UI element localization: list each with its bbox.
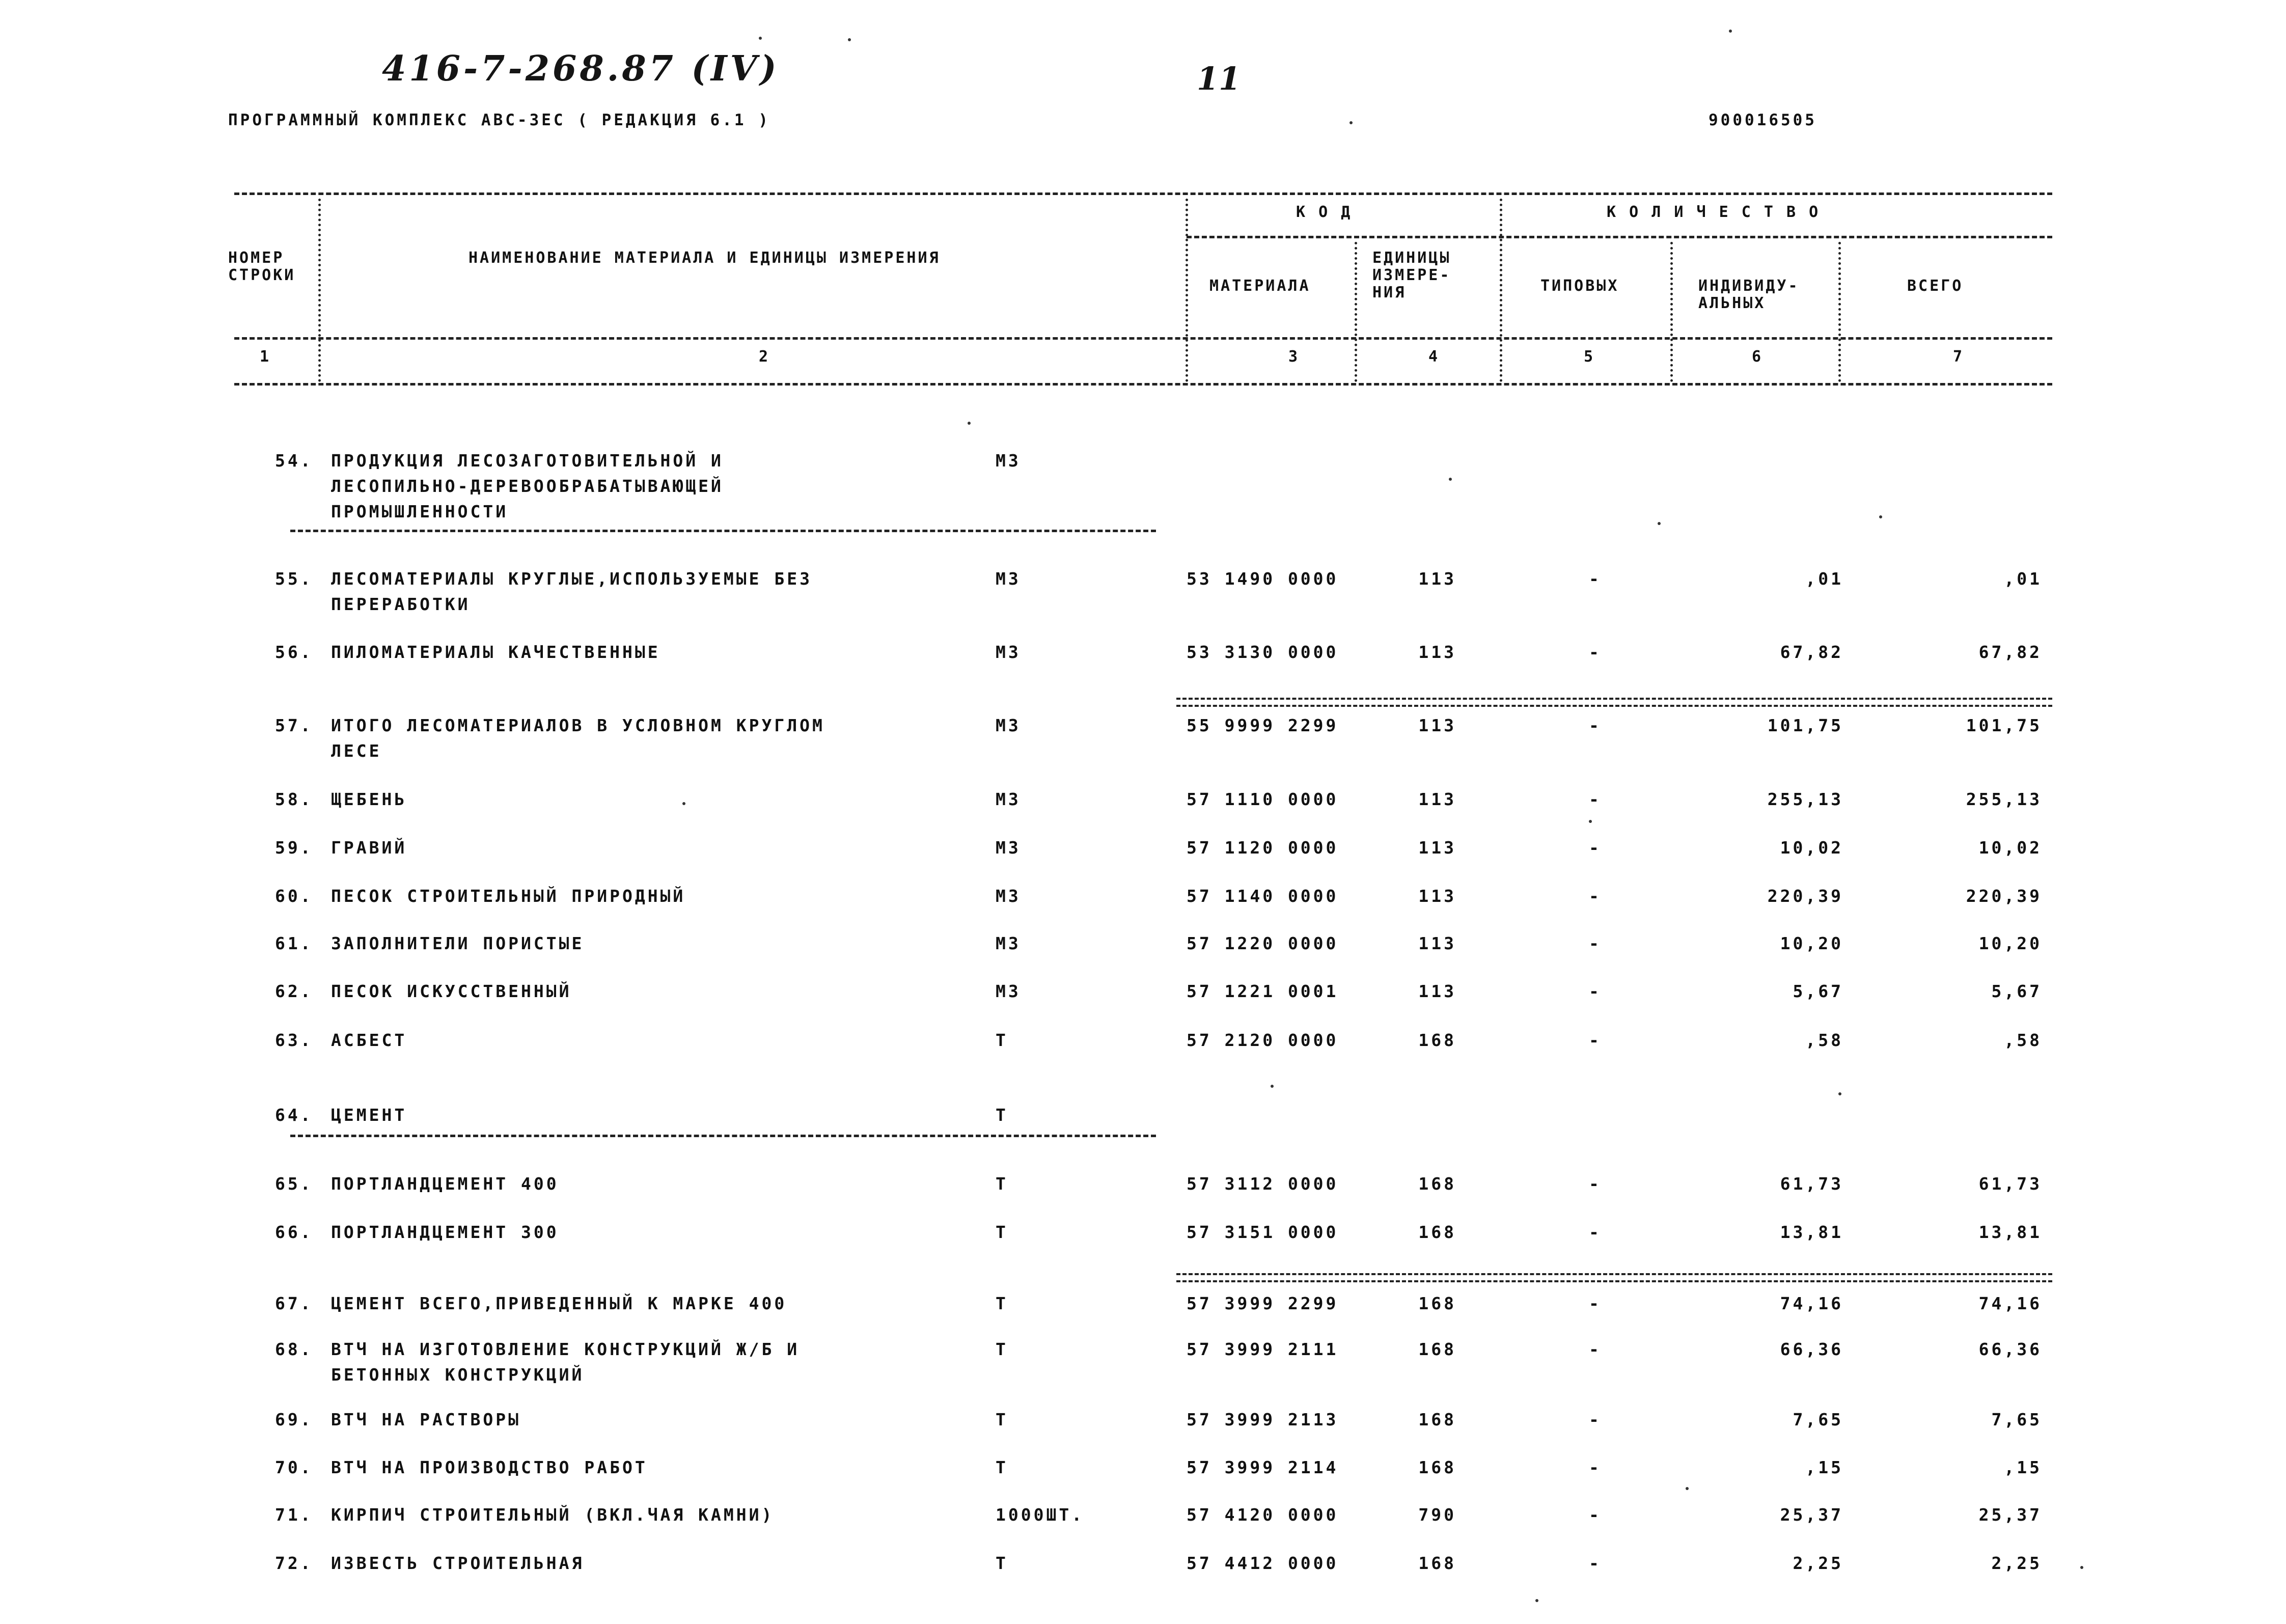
row-material-code: 57 4120 0000 bbox=[1187, 1505, 1339, 1525]
row-individual: ,01 bbox=[1805, 569, 1843, 589]
row-total: 10,02 bbox=[1978, 838, 2042, 858]
row-name: АСБЕСТ bbox=[331, 1030, 407, 1050]
scan-speck bbox=[682, 802, 685, 805]
col-header-individual: ИНДИВИДУ- АЛЬНЫХ bbox=[1698, 277, 1800, 312]
row-total: 66,36 bbox=[1978, 1339, 2042, 1359]
row-total: ,01 bbox=[2004, 569, 2042, 589]
row-unit: 1000ШТ. bbox=[996, 1505, 1085, 1525]
col-number: 6 bbox=[1752, 348, 1764, 366]
row-unit: Т bbox=[996, 1457, 1008, 1477]
row-typical: - bbox=[1589, 1505, 1602, 1525]
row-unit: М3 bbox=[996, 789, 1021, 809]
scan-speck bbox=[1535, 1599, 1538, 1602]
row-material-code: 57 3151 0000 bbox=[1187, 1222, 1339, 1242]
program-title: ПРОГРАММНЫЙ КОМПЛЕКС АВС-3ЕС ( РЕДАКЦИЯ 6.1 ) bbox=[228, 111, 770, 129]
group-separator bbox=[290, 530, 1156, 532]
row-total: 5,67 bbox=[1991, 981, 2042, 1001]
row-total: 7,65 bbox=[1991, 1410, 2042, 1429]
row-individual: 25,37 bbox=[1780, 1505, 1843, 1525]
row-unit-code: 168 bbox=[1418, 1339, 1456, 1359]
row-material-code: 57 3999 2111 bbox=[1187, 1339, 1339, 1359]
row-total: 13,81 bbox=[1978, 1222, 2042, 1242]
header-sub-rule bbox=[1187, 236, 2052, 238]
row-material-code: 55 9999 2299 bbox=[1187, 715, 1339, 735]
row-typical: - bbox=[1589, 1174, 1602, 1194]
row-unit: Т bbox=[996, 1222, 1008, 1242]
row-total: 61,73 bbox=[1978, 1174, 2042, 1194]
row-name: ПЕСОК ИСКУССТВЕННЫЙ bbox=[331, 981, 572, 1001]
handwritten-page-number: 11 bbox=[1197, 60, 1241, 97]
doc-number-suffix: (IV) bbox=[691, 48, 780, 89]
row-unit-code: 168 bbox=[1418, 1222, 1456, 1242]
row-unit: Т bbox=[996, 1105, 1008, 1125]
row-number: 72. bbox=[275, 1553, 313, 1573]
row-total: 25,37 bbox=[1978, 1505, 2042, 1525]
col-divider bbox=[1186, 199, 1188, 382]
header-mid-rule bbox=[234, 337, 2052, 340]
row-name: ИТОГО ЛЕСОМАТЕРИАЛОВ В УСЛОВНОМ КРУГЛОМ ЛЕСЕ bbox=[331, 715, 825, 761]
scan-speck bbox=[1449, 478, 1452, 481]
row-number: 58. bbox=[275, 789, 313, 809]
row-number: 62. bbox=[275, 981, 313, 1001]
row-number: 55. bbox=[275, 569, 313, 589]
row-number: 67. bbox=[275, 1293, 313, 1313]
total-separator bbox=[1176, 698, 2052, 707]
scan-speck bbox=[1729, 30, 1732, 33]
row-name: КИРПИЧ СТРОИТЕЛЬНЫЙ (ВКЛ.ЧАЯ КАМНИ) bbox=[331, 1505, 775, 1525]
row-typical: - bbox=[1589, 1457, 1602, 1477]
row-individual: 67,82 bbox=[1780, 642, 1843, 662]
col-number: 5 bbox=[1584, 348, 1595, 366]
col-divider bbox=[1355, 242, 1357, 382]
row-number: 70. bbox=[275, 1457, 313, 1477]
row-individual: 255,13 bbox=[1767, 789, 1843, 809]
row-typical: - bbox=[1589, 1553, 1602, 1573]
row-individual: 5,67 bbox=[1793, 981, 1843, 1001]
row-typical: - bbox=[1589, 886, 1602, 906]
row-typical: - bbox=[1589, 838, 1602, 858]
row-name: ПЕСОК СТРОИТЕЛЬНЫЙ ПРИРОДНЫЙ bbox=[331, 886, 686, 906]
scan-speck bbox=[1589, 820, 1592, 823]
row-unit: Т bbox=[996, 1410, 1008, 1429]
row-total: 67,82 bbox=[1978, 642, 2042, 662]
row-name: ЛЕСОМАТЕРИАЛЫ КРУГЛЫЕ,ИСПОЛЬЗУЕМЫЕ БЕЗ ПЕРЕРАБОТКИ bbox=[331, 569, 812, 614]
row-individual: 74,16 bbox=[1780, 1293, 1843, 1313]
col-header-total: ВСЕГО bbox=[1907, 277, 1964, 295]
row-unit: М3 bbox=[996, 642, 1021, 662]
row-name: ЩЕБЕНЬ bbox=[331, 789, 407, 809]
col-divider bbox=[1500, 199, 1502, 382]
row-name: ВТЧ НА ПРОИЗВОДСТВО РАБОТ bbox=[331, 1457, 648, 1477]
row-unit: М3 bbox=[996, 451, 1021, 471]
row-individual: 7,65 bbox=[1793, 1410, 1843, 1429]
row-unit: Т bbox=[996, 1030, 1008, 1050]
row-typical: - bbox=[1589, 933, 1602, 953]
row-unit-code: 113 bbox=[1418, 933, 1456, 953]
col-header-code-group: К О Д bbox=[1296, 203, 1353, 221]
row-total: 10,20 bbox=[1978, 933, 2042, 953]
col-header-qty-group: К О Л И Ч Е С Т В О bbox=[1607, 203, 1821, 221]
row-number: 56. bbox=[275, 642, 313, 662]
row-total: 255,13 bbox=[1966, 789, 2042, 809]
row-individual: 13,81 bbox=[1780, 1222, 1843, 1242]
col-header-material: МАТЕРИАЛА bbox=[1209, 277, 1311, 295]
row-total: 101,75 bbox=[1966, 715, 2042, 735]
scan-speck bbox=[968, 422, 971, 425]
col-number: 3 bbox=[1288, 348, 1300, 366]
scan-speck bbox=[1271, 1085, 1274, 1088]
row-total: ,15 bbox=[2004, 1457, 2042, 1477]
col-header-name: НАИМЕНОВАНИЕ МАТЕРИАЛА И ЕДИНИЦЫ ИЗМЕРЕНИЯ bbox=[469, 249, 941, 267]
row-number: 59. bbox=[275, 838, 313, 858]
scan-speck bbox=[1686, 1487, 1689, 1490]
row-number: 69. bbox=[275, 1410, 313, 1429]
row-number: 57. bbox=[275, 715, 313, 735]
scan-speck bbox=[848, 38, 851, 41]
row-number: 65. bbox=[275, 1174, 313, 1194]
row-typical: - bbox=[1589, 642, 1602, 662]
row-typical: - bbox=[1589, 569, 1602, 589]
row-total: 220,39 bbox=[1966, 886, 2042, 906]
scan-speck bbox=[1879, 515, 1882, 518]
row-unit: М3 bbox=[996, 886, 1021, 906]
col-divider bbox=[318, 199, 321, 382]
row-number: 54. bbox=[275, 451, 313, 471]
row-unit-code: 113 bbox=[1418, 715, 1456, 735]
group-separator bbox=[290, 1135, 1156, 1137]
row-material-code: 57 1220 0000 bbox=[1187, 933, 1339, 953]
row-individual: ,58 bbox=[1805, 1030, 1843, 1050]
col-header-unit: ЕДИНИЦЫ ИЗМЕРЕ- НИЯ bbox=[1372, 249, 1451, 301]
row-individual: 2,25 bbox=[1793, 1553, 1843, 1573]
row-name: ПРОДУКЦИЯ ЛЕСОЗАГОТОВИТЕЛЬНОЙ И ЛЕСОПИЛЬНО-ДЕРЕВООБРАБАТЫВАЮЩЕЙ ПРОМЫШЛЕННОСТИ bbox=[331, 451, 724, 521]
row-material-code: 57 3999 2114 bbox=[1187, 1457, 1339, 1477]
row-unit-code: 168 bbox=[1418, 1174, 1456, 1194]
row-number: 64. bbox=[275, 1105, 313, 1125]
row-name: ВТЧ НА РАСТВОРЫ bbox=[331, 1410, 521, 1429]
row-name: ЗАПОЛНИТЕЛИ ПОРИСТЫЕ bbox=[331, 933, 585, 953]
row-material-code: 57 3999 2299 bbox=[1187, 1293, 1339, 1313]
row-total: 2,25 bbox=[1991, 1553, 2042, 1573]
table-top-rule bbox=[234, 192, 2052, 195]
row-material-code: 57 4412 0000 bbox=[1187, 1553, 1339, 1573]
row-unit-code: 113 bbox=[1418, 789, 1456, 809]
row-material-code: 57 1221 0001 bbox=[1187, 981, 1339, 1001]
total-separator bbox=[1176, 1273, 2052, 1282]
row-name: ПИЛОМАТЕРИАЛЫ КАЧЕСТВЕННЫЕ bbox=[331, 642, 660, 662]
row-individual: 61,73 bbox=[1780, 1174, 1843, 1194]
row-name: ВТЧ НА ИЗГОТОВЛЕНИЕ КОНСТРУКЦИЙ Ж/Б И БЕТОННЫХ КОНСТРУКЦИЙ bbox=[331, 1339, 800, 1385]
row-total: 74,16 bbox=[1978, 1293, 2042, 1313]
row-material-code: 57 1140 0000 bbox=[1187, 886, 1339, 906]
row-name: ИЗВЕСТЬ СТРОИТЕЛЬНАЯ bbox=[331, 1553, 585, 1573]
row-typical: - bbox=[1589, 789, 1602, 809]
scan-speck bbox=[759, 37, 762, 40]
col-number: 1 bbox=[260, 348, 271, 366]
row-unit-code: 168 bbox=[1418, 1293, 1456, 1313]
row-material-code: 57 1120 0000 bbox=[1187, 838, 1339, 858]
col-header-typical: ТИПОВЫХ bbox=[1540, 277, 1619, 295]
row-unit: М3 bbox=[996, 933, 1021, 953]
row-material-code: 57 3999 2113 bbox=[1187, 1410, 1339, 1429]
row-unit: Т bbox=[996, 1174, 1008, 1194]
scan-speck bbox=[2080, 1566, 2083, 1569]
row-unit-code: 790 bbox=[1418, 1505, 1456, 1525]
row-unit: Т bbox=[996, 1553, 1008, 1573]
row-total: ,58 bbox=[2004, 1030, 2042, 1050]
col-divider bbox=[1670, 242, 1673, 382]
row-unit: М3 bbox=[996, 838, 1021, 858]
row-unit-code: 113 bbox=[1418, 981, 1456, 1001]
col-header-row-no: НОМЕР СТРОКИ bbox=[228, 249, 296, 284]
row-typical: - bbox=[1589, 715, 1602, 735]
row-individual: ,15 bbox=[1805, 1457, 1843, 1477]
document-code: 900016505 bbox=[1709, 111, 1817, 129]
doc-number: 416-7-268.87 bbox=[382, 48, 676, 89]
row-number: 60. bbox=[275, 886, 313, 906]
row-number: 63. bbox=[275, 1030, 313, 1050]
row-name: ПОРТЛАНДЦЕМЕНТ 300 bbox=[331, 1222, 559, 1242]
handwritten-doc-number bbox=[382, 48, 780, 89]
row-individual: 101,75 bbox=[1767, 715, 1843, 735]
row-name: ГРАВИЙ bbox=[331, 838, 407, 858]
row-unit: Т bbox=[996, 1293, 1008, 1313]
col-divider bbox=[1838, 242, 1841, 382]
row-unit-code: 113 bbox=[1418, 642, 1456, 662]
row-name: ЦЕМЕНТ bbox=[331, 1105, 407, 1125]
row-number: 71. bbox=[275, 1505, 313, 1525]
col-number: 4 bbox=[1428, 348, 1440, 366]
row-unit-code: 168 bbox=[1418, 1030, 1456, 1050]
row-number: 68. bbox=[275, 1339, 313, 1359]
row-material-code: 53 3130 0000 bbox=[1187, 642, 1339, 662]
row-material-code: 57 2120 0000 bbox=[1187, 1030, 1339, 1050]
col-number: 7 bbox=[1953, 348, 1965, 366]
row-unit-code: 168 bbox=[1418, 1410, 1456, 1429]
row-material-code: 53 1490 0000 bbox=[1187, 569, 1339, 589]
header-bottom-rule bbox=[234, 383, 2052, 386]
row-material-code: 57 1110 0000 bbox=[1187, 789, 1339, 809]
row-typical: - bbox=[1589, 1222, 1602, 1242]
row-material-code: 57 3112 0000 bbox=[1187, 1174, 1339, 1194]
row-name: ЦЕМЕНТ ВСЕГО,ПРИВЕДЕННЫЙ К МАРКЕ 400 bbox=[331, 1293, 787, 1313]
row-individual: 10,20 bbox=[1780, 933, 1843, 953]
row-unit-code: 113 bbox=[1418, 838, 1456, 858]
row-typical: - bbox=[1589, 1410, 1602, 1429]
scan-speck bbox=[1658, 522, 1661, 525]
row-unit-code: 168 bbox=[1418, 1553, 1456, 1573]
row-typical: - bbox=[1589, 1339, 1602, 1359]
row-unit: М3 bbox=[996, 569, 1021, 589]
row-unit-code: 113 bbox=[1418, 886, 1456, 906]
row-individual: 220,39 bbox=[1767, 886, 1843, 906]
scan-speck bbox=[1349, 121, 1353, 124]
row-number: 66. bbox=[275, 1222, 313, 1242]
row-unit: Т bbox=[996, 1339, 1008, 1359]
row-individual: 10,02 bbox=[1780, 838, 1843, 858]
row-unit-code: 113 bbox=[1418, 569, 1456, 589]
row-individual: 66,36 bbox=[1780, 1339, 1843, 1359]
row-unit: М3 bbox=[996, 715, 1021, 735]
row-unit-code: 168 bbox=[1418, 1457, 1456, 1477]
row-typical: - bbox=[1589, 981, 1602, 1001]
col-number: 2 bbox=[759, 348, 770, 366]
row-name: ПОРТЛАНДЦЕМЕНТ 400 bbox=[331, 1174, 559, 1194]
row-number: 61. bbox=[275, 933, 313, 953]
row-unit: М3 bbox=[996, 981, 1021, 1001]
row-typical: - bbox=[1589, 1030, 1602, 1050]
row-typical: - bbox=[1589, 1293, 1602, 1313]
scan-speck bbox=[1838, 1092, 1841, 1095]
